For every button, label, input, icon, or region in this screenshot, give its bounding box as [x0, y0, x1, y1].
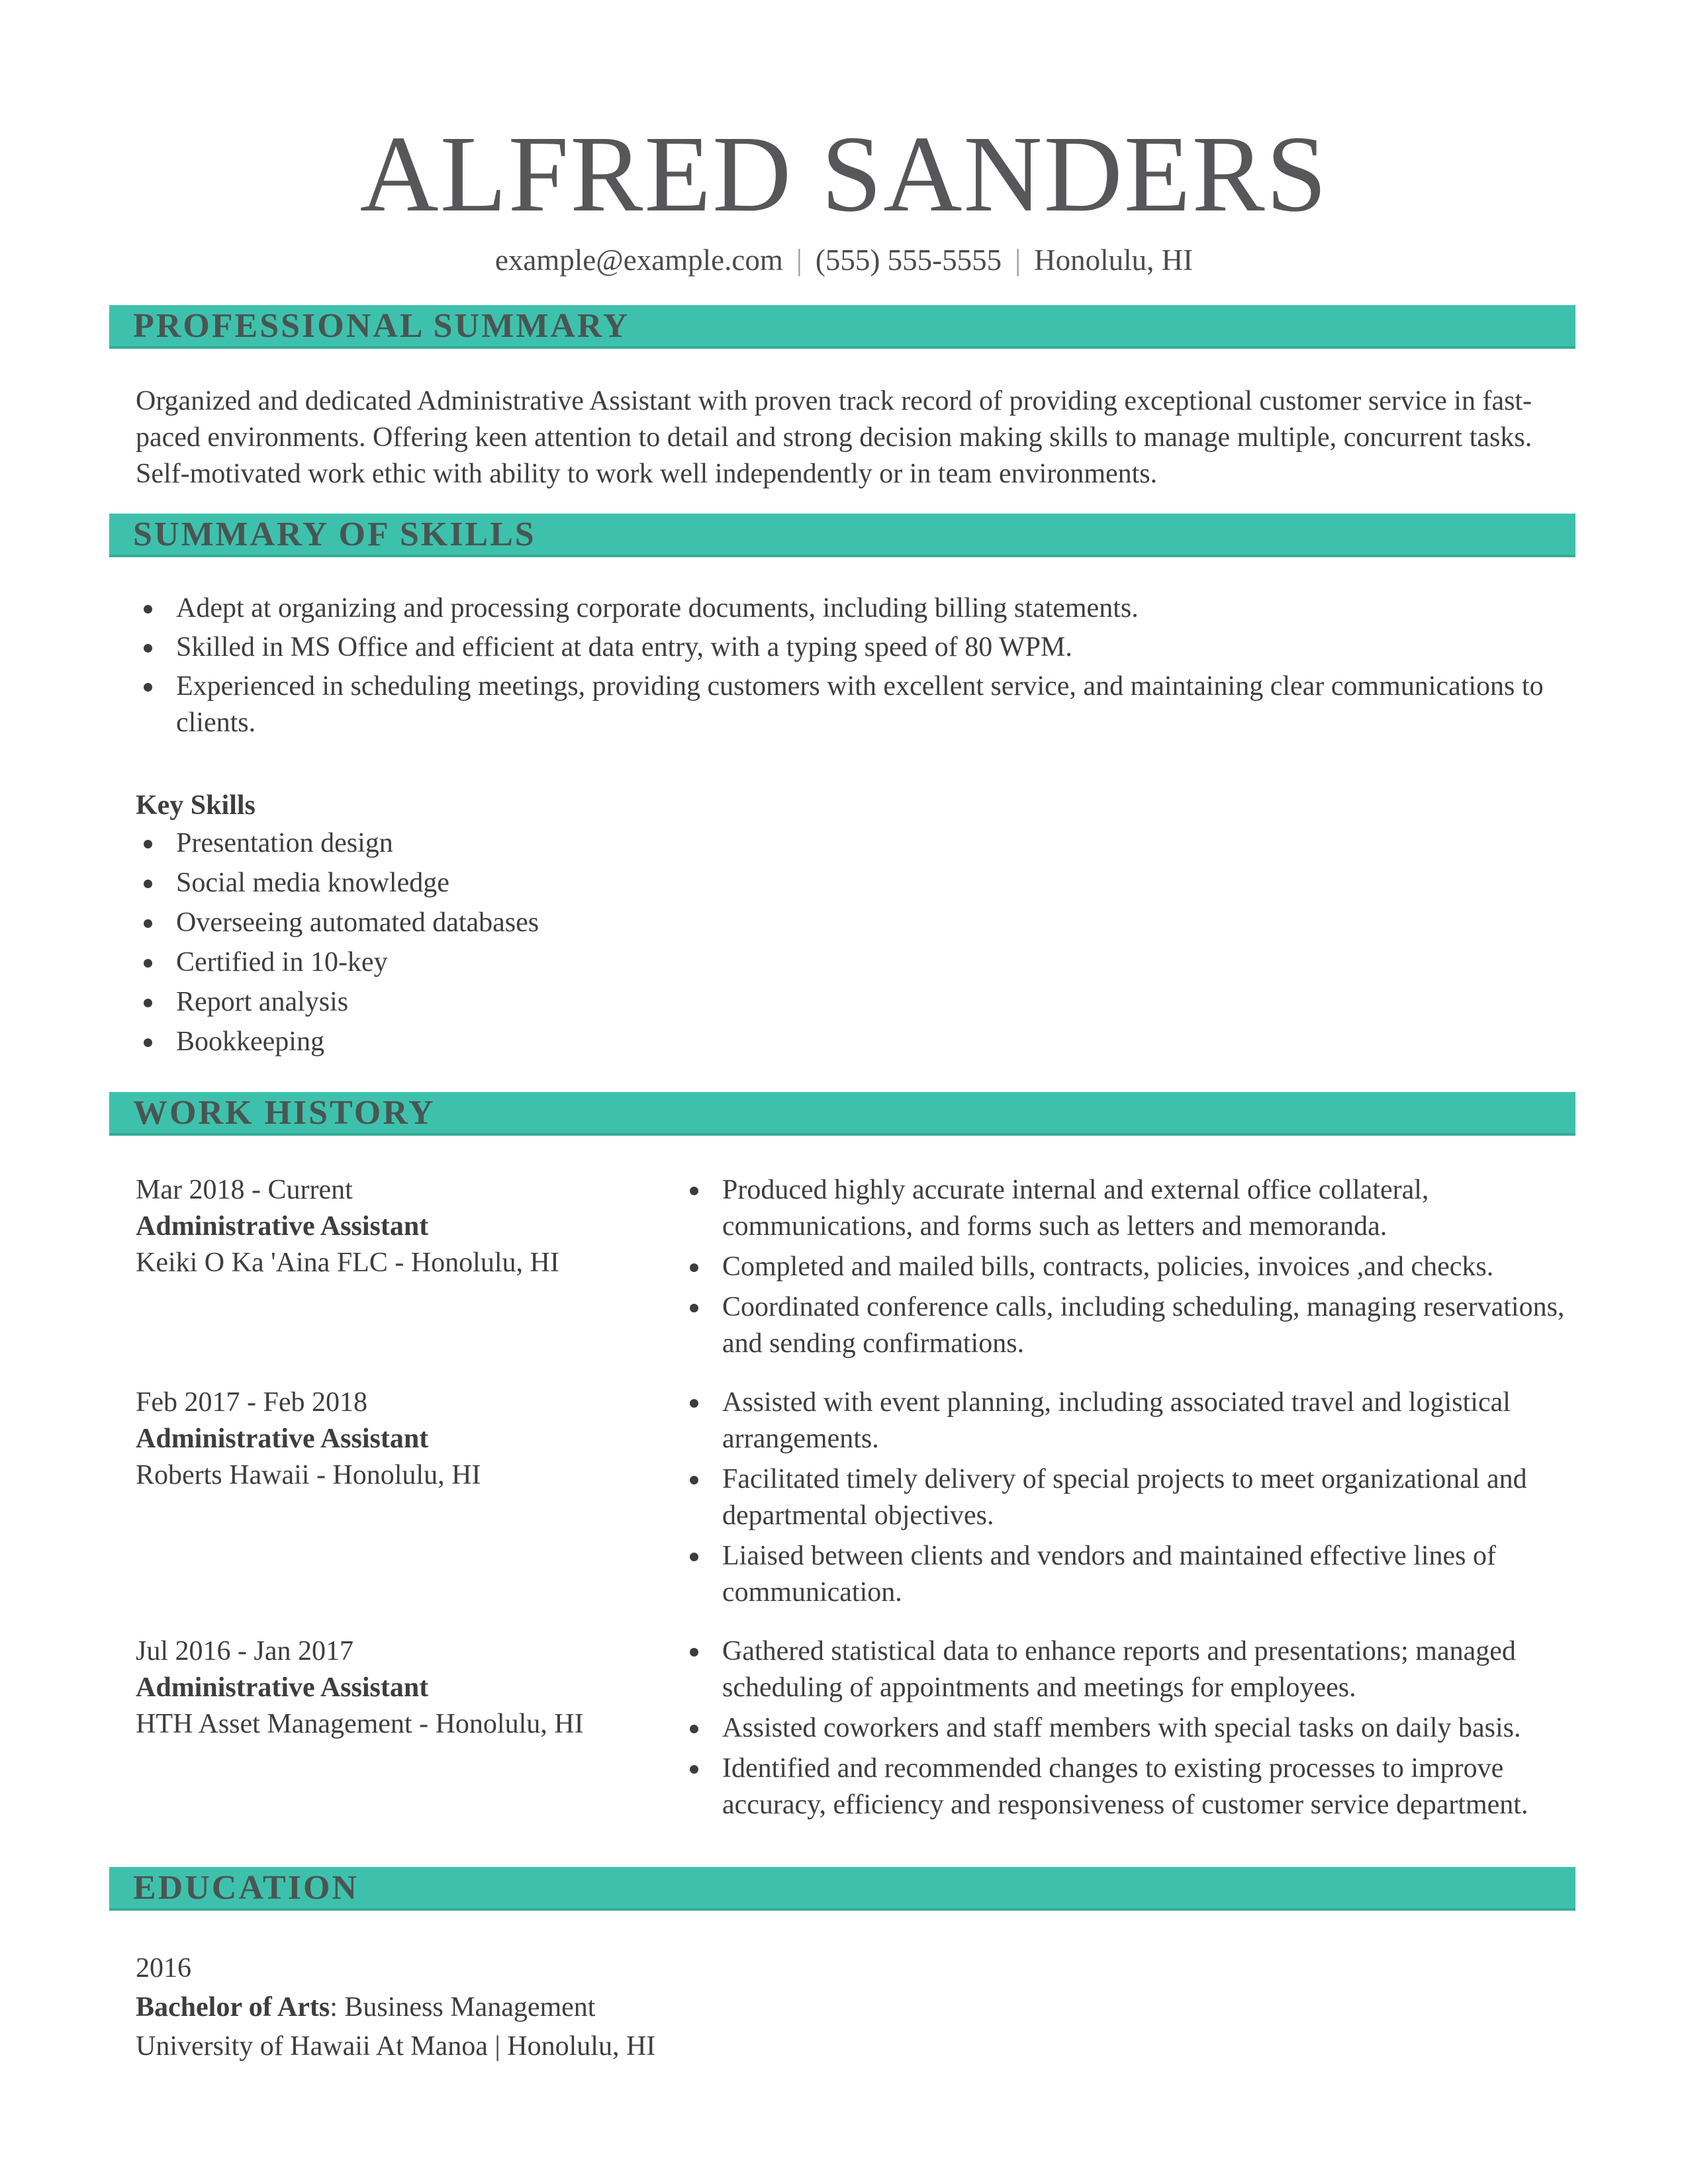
contact-separator: | [796, 244, 802, 277]
bullet-text: Assisted coworkers and staff members with special tasks on daily basis. [722, 1713, 1521, 1744]
job-entry-2 [136, 1385, 1579, 1615]
professional-summary-body: Organized and dedicated Administrative Assistant with proven track record of providing exceptional customer service in fast-paced environments. Offering keen attention to detail and strong decision making skills to manage multiple, concurrent tasks. Self-motivated work ethic with ability to work well independently or in team environments. [136, 386, 1532, 490]
bullet-dot [144, 959, 152, 968]
education-degree-major: : Business Management [330, 1992, 596, 2023]
section-bar-summary-of-skills [109, 514, 1575, 557]
job-meta-1 [136, 1172, 682, 1366]
list-item [682, 1710, 1579, 1747]
list-item [682, 1289, 1579, 1362]
section-title-education: EDUCATION [133, 1868, 359, 1907]
bullet-dot [690, 1725, 698, 1733]
list-item [682, 1172, 1579, 1245]
section-bar-professional-summary [109, 305, 1575, 349]
bullet-dot [690, 1304, 698, 1312]
contact-location: Honolulu, HI [1034, 244, 1194, 277]
bullet-text: Produced highly accurate internal and external office collateral, communications, and forms such as letters and memoranda. [722, 1175, 1429, 1242]
section-bar-work-history [109, 1092, 1575, 1136]
list-item [136, 984, 1579, 1021]
bullet-dot [144, 683, 152, 692]
list-item [682, 1385, 1579, 1457]
education-degree [136, 1988, 1579, 2027]
job-title: Administrative Assistant [136, 1672, 429, 1704]
list-item [682, 1461, 1579, 1534]
education-year: 2016 [136, 1953, 191, 1984]
bullet-text: Social media knowledge [176, 868, 449, 899]
bullet-text: Skilled in MS Office and efficient at data entry, with a typing speed of 80 WPM. [176, 632, 1072, 663]
bullet-dot [144, 605, 152, 614]
bullet-text: Identified and recommended changes to existing processes to improve accuracy, efficiency and responsiveness of customer service department. [722, 1753, 1528, 1821]
list-item [682, 1249, 1579, 1285]
job-bullets-2 [682, 1385, 1579, 1615]
education-content [0, 1949, 1688, 2066]
bullet-dot [690, 1263, 698, 1272]
bullet-dot [144, 1038, 152, 1047]
bullet-text: Completed and mailed bills, contracts, policies, invoices ,and checks. [722, 1251, 1494, 1283]
bullet-dot [690, 1187, 698, 1195]
bullet-dot [690, 1399, 698, 1408]
bullet-dot [690, 1648, 698, 1657]
bullet-text: Presentation design [176, 828, 393, 859]
job-entry-3 [136, 1633, 1579, 1827]
contact-separator: | [1015, 244, 1021, 277]
job-bullets-3 [682, 1633, 1579, 1827]
list-item [136, 1024, 1579, 1060]
bullet-text: Bookkeeping [176, 1026, 324, 1058]
list-item [136, 590, 1579, 627]
list-item [136, 629, 1579, 666]
section-bar-education [109, 1867, 1575, 1911]
job-title: Administrative Assistant [136, 1424, 429, 1455]
bullet-dot [144, 880, 152, 888]
list-item [682, 1538, 1579, 1611]
list-item [682, 1751, 1579, 1823]
list-item [136, 668, 1579, 741]
bullet-text: Overseeing automated databases [176, 907, 539, 938]
job-company: HTH Asset Management - Honolulu, HI [136, 1709, 584, 1740]
bullet-text: Experienced in scheduling meetings, providing customers with excellent service, and maintaining clear communications to clients. [176, 671, 1544, 739]
section-title-summary-of-skills: SUMMARY OF SKILLS [133, 515, 536, 553]
list-item [682, 1633, 1579, 1706]
job-company: Keiki O Ka 'Aina FLC - Honolulu, HI [136, 1248, 559, 1279]
job-entry-1 [136, 1172, 1579, 1366]
bullet-text: Liaised between clients and vendors and maintained effective lines of communication. [722, 1541, 1496, 1608]
work-history-content [0, 1172, 1688, 1827]
list-item [136, 905, 1579, 941]
bullet-text: Report analysis [176, 987, 349, 1018]
job-title: Administrative Assistant [136, 1211, 429, 1242]
bullet-dot [690, 1765, 698, 1774]
job-meta-2 [136, 1385, 682, 1615]
list-item [136, 865, 1579, 901]
bullet-text: Adept at organizing and processing corporate documents, including billing statements. [176, 593, 1139, 624]
bullet-dot [144, 919, 152, 928]
bullet-dot [144, 840, 152, 848]
bullet-dot [144, 999, 152, 1007]
job-dates: Feb 2017 - Feb 2018 [136, 1387, 367, 1418]
job-dates: Mar 2018 - Current [136, 1175, 353, 1206]
skills-bullet-list [136, 590, 1579, 741]
bullet-text: Certified in 10-key [176, 947, 388, 978]
key-skills-list [136, 825, 1579, 1060]
key-skills-label: Key Skills [136, 790, 256, 821]
skills-section-content [0, 590, 1688, 1060]
bullet-text: Assisted with event planning, including associated travel and logistical arrangements. [722, 1387, 1511, 1455]
bullet-text: Facilitated timely delivery of special projects to meet organizational and departmental objectives. [722, 1464, 1527, 1531]
section-title-professional-summary: PROFESSIONAL SUMMARY [133, 306, 630, 345]
candidate-name: ALFRED SANDERS [359, 113, 1329, 234]
contact-email: example@example.com [494, 244, 783, 277]
job-company: Roberts Hawaii - Honolulu, HI [136, 1460, 481, 1491]
job-bullets-1 [682, 1172, 1579, 1366]
section-title-work-history: WORK HISTORY [133, 1093, 436, 1132]
bullet-text: Coordinated conference calls, including scheduling, managing reservations, and sending confirmations. [722, 1292, 1565, 1359]
bullet-dot [690, 1553, 698, 1561]
job-meta-3 [136, 1633, 682, 1827]
contact-line [0, 243, 1688, 277]
bullet-dot [690, 1476, 698, 1484]
resume-header [0, 0, 1688, 277]
education-school: University of Hawaii At Manoa | Honolulu, HI [136, 2031, 656, 2062]
list-item [136, 944, 1579, 981]
list-item [136, 825, 1579, 862]
bullet-dot [144, 644, 152, 653]
contact-phone: (555) 555-5555 [815, 244, 1002, 277]
education-degree-name: Bachelor of Arts [136, 1992, 330, 2023]
bullet-text: Gathered statistical data to enhance reports and presentations; managed scheduling of appointments and meetings for employees. [722, 1636, 1516, 1704]
job-dates: Jul 2016 - Jan 2017 [136, 1636, 353, 1667]
